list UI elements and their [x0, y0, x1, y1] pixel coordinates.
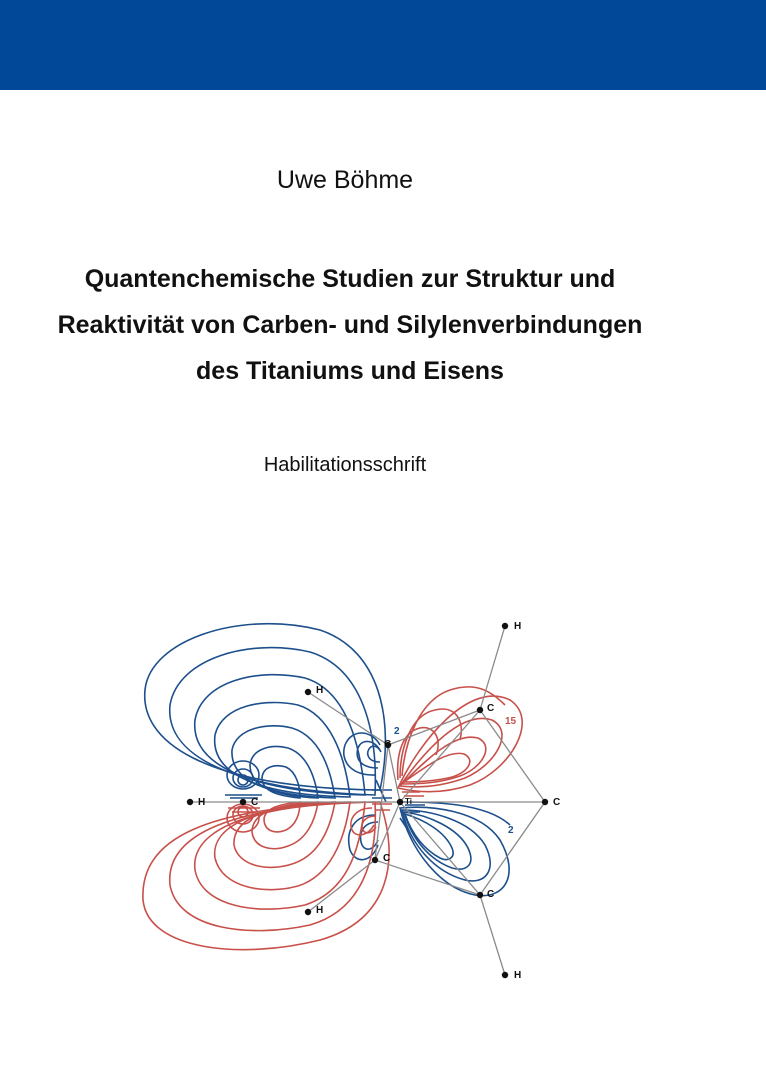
top-color-band [0, 0, 766, 90]
orbital-contour-figure [0, 540, 766, 1020]
title-line-1: Quantenchemische Studien zur Struktur und [84, 265, 616, 293]
atom-label-c-right: C [553, 797, 561, 808]
author-name: Uwe Böhme [276, 166, 414, 194]
atom-label-c-lower-right: C [487, 889, 495, 900]
atom-label-c-left: C [251, 797, 259, 808]
title-line-2: Reaktivität von Carben- und Silylenverbindungen [57, 311, 643, 339]
blue-contours-left [145, 624, 510, 896]
atom-label-h-upper-left: H [316, 685, 324, 696]
title-line-3: des Titaniums und Eisens [196, 357, 504, 385]
contour-label-blue-upper: 2 [394, 726, 400, 737]
contour-label-blue-lower: 2 [508, 825, 514, 836]
atom-label-h-bottom: H [514, 970, 522, 981]
atom-label-h-top: H [514, 621, 522, 632]
atom-label-c-upper: C [384, 739, 392, 750]
contour-label-red-upper: 15 [505, 716, 517, 727]
atom-label-ti: Ti [405, 797, 412, 806]
atom-label-c-upper-right: C [487, 703, 495, 714]
atom-label-h-left: H [198, 797, 206, 808]
book-subtitle: Habilitationsschrift [263, 454, 427, 476]
atom-label-c-lower: C [383, 853, 391, 864]
orbital-contour-plot [0, 540, 766, 1020]
atom-markers [187, 623, 548, 978]
atom-label-h-lower-left: H [316, 905, 324, 916]
book-title [0, 256, 700, 394]
